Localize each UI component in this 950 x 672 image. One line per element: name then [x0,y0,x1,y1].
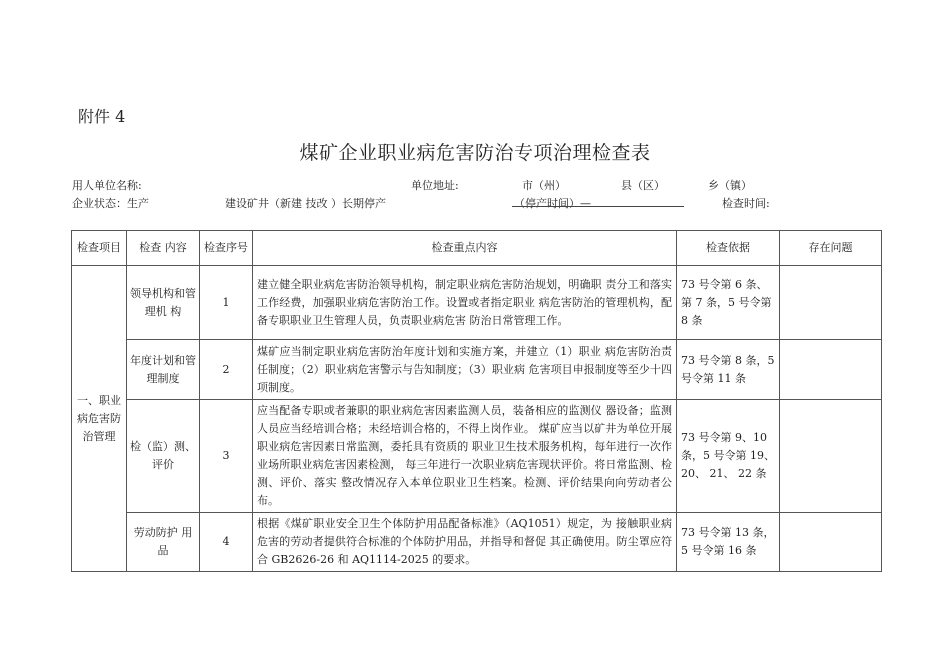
row-content: 领导机构和管理机 构 [127,266,200,340]
row-content: 劳动防护 用品 [127,513,200,572]
row-content: 检（监）测、评价 [127,400,200,513]
group-label: 一、职业病危害防治管理 [72,266,127,572]
table-row [72,400,882,513]
stopped-time-underline [512,206,684,207]
town-label: 乡（镇） [708,179,752,192]
inspection-table [71,230,882,572]
header-seq: 检查序号 [200,231,253,266]
header-item: 检查项目 [72,231,127,266]
row-seq: 4 [200,513,253,572]
table-row [72,340,882,400]
check-time-label: 检查时间: [722,197,770,210]
address-label: 单位地址: [411,179,459,192]
row-focus: 根据《煤矿职业安全卫生个体防护用品配备标准》（AQ1051）规定，为 接触职业病危害的劳动者提供符合标准的个体防护用品，并指导和督促 其正确使用。防尘罩应符合 GB2626-26 和 AQ1114-2025 的要求。 [253,513,677,572]
row-content: 年度计划和管理制度 [127,340,200,400]
table-row [72,513,882,572]
row-issues[interactable] [780,266,882,340]
row-issues[interactable] [780,513,882,572]
header-content: 检查 内容 [127,231,200,266]
employer-name-label: 用人单位名称: [72,179,142,192]
row-focus: 建立健全职业病危害防治领导机构，制定职业病危害防治规划，明确职 责分工和落实工作经费，加强职业病危害防治工作。设置或者指定职业 病危害防治的管理机构，配备专职职业卫生管理人员，负责职业病危害 防治日常管理工作。 [253,266,677,340]
row-basis: 73 号令第 8 条，5 号令第 11 条 [677,340,780,400]
header-focus: 检查重点内容 [253,231,677,266]
county-label: 县（区） [621,179,665,192]
header-issues: 存在问题 [780,231,882,266]
row-seq: 2 [200,340,253,400]
status-label: 企业状态：生产 [72,197,149,210]
status-options: 建设矿井（新建 技改 ）长期停产 [225,197,386,210]
row-seq: 3 [200,400,253,513]
row-focus: 应当配备专职或者兼职的职业病危害因素监测人员，装备相应的监测仪 器设备；监测人员应当经培训合格；未经培训合格的，不得上岗作业。 煤矿应当以矿井为单位开展职业病危害因素日常监测，委托具有资质的 职业卫生技术服务机构，每年进行一次作业场所职业病危害因素检测， 每三年进行一次职业病危害现状评价。将日常监测、检测、评价、落实 整改情况存入本单位职业卫生档案。检测、评价结果向向劳动者公布。 [253,400,677,513]
row-basis: 73 号令第 6 条、第 7 条，5 号令第 8 条 [677,266,780,340]
row-focus: 煤矿应当制定职业病危害防治年度计划和实施方案，并建立（1）职业 病危害防治责任制度；（2）职业病危害警示与告知制度；（3）职业病 危害项目申报制度等至少十四项制度。 [253,340,677,400]
row-issues[interactable] [780,400,882,513]
attachment-label: 附件 4 [78,107,126,126]
table-row [72,266,882,340]
table-header-row [72,231,882,266]
row-basis: 73 号令第 9、10 条，5 号令第 19、 20、 21、 22 条 [677,400,780,513]
row-issues[interactable] [780,340,882,400]
city-label: 市（州） [522,179,566,192]
header-basis: 检查依据 [677,231,780,266]
stopped-time-label: （停产时间）— [514,197,591,210]
row-basis: 73 号令第 13 条，5 号令第 16 条 [677,513,780,572]
row-seq: 1 [200,266,253,340]
page-title: 煤矿企业职业病危害防治专项治理检查表 [299,142,651,164]
